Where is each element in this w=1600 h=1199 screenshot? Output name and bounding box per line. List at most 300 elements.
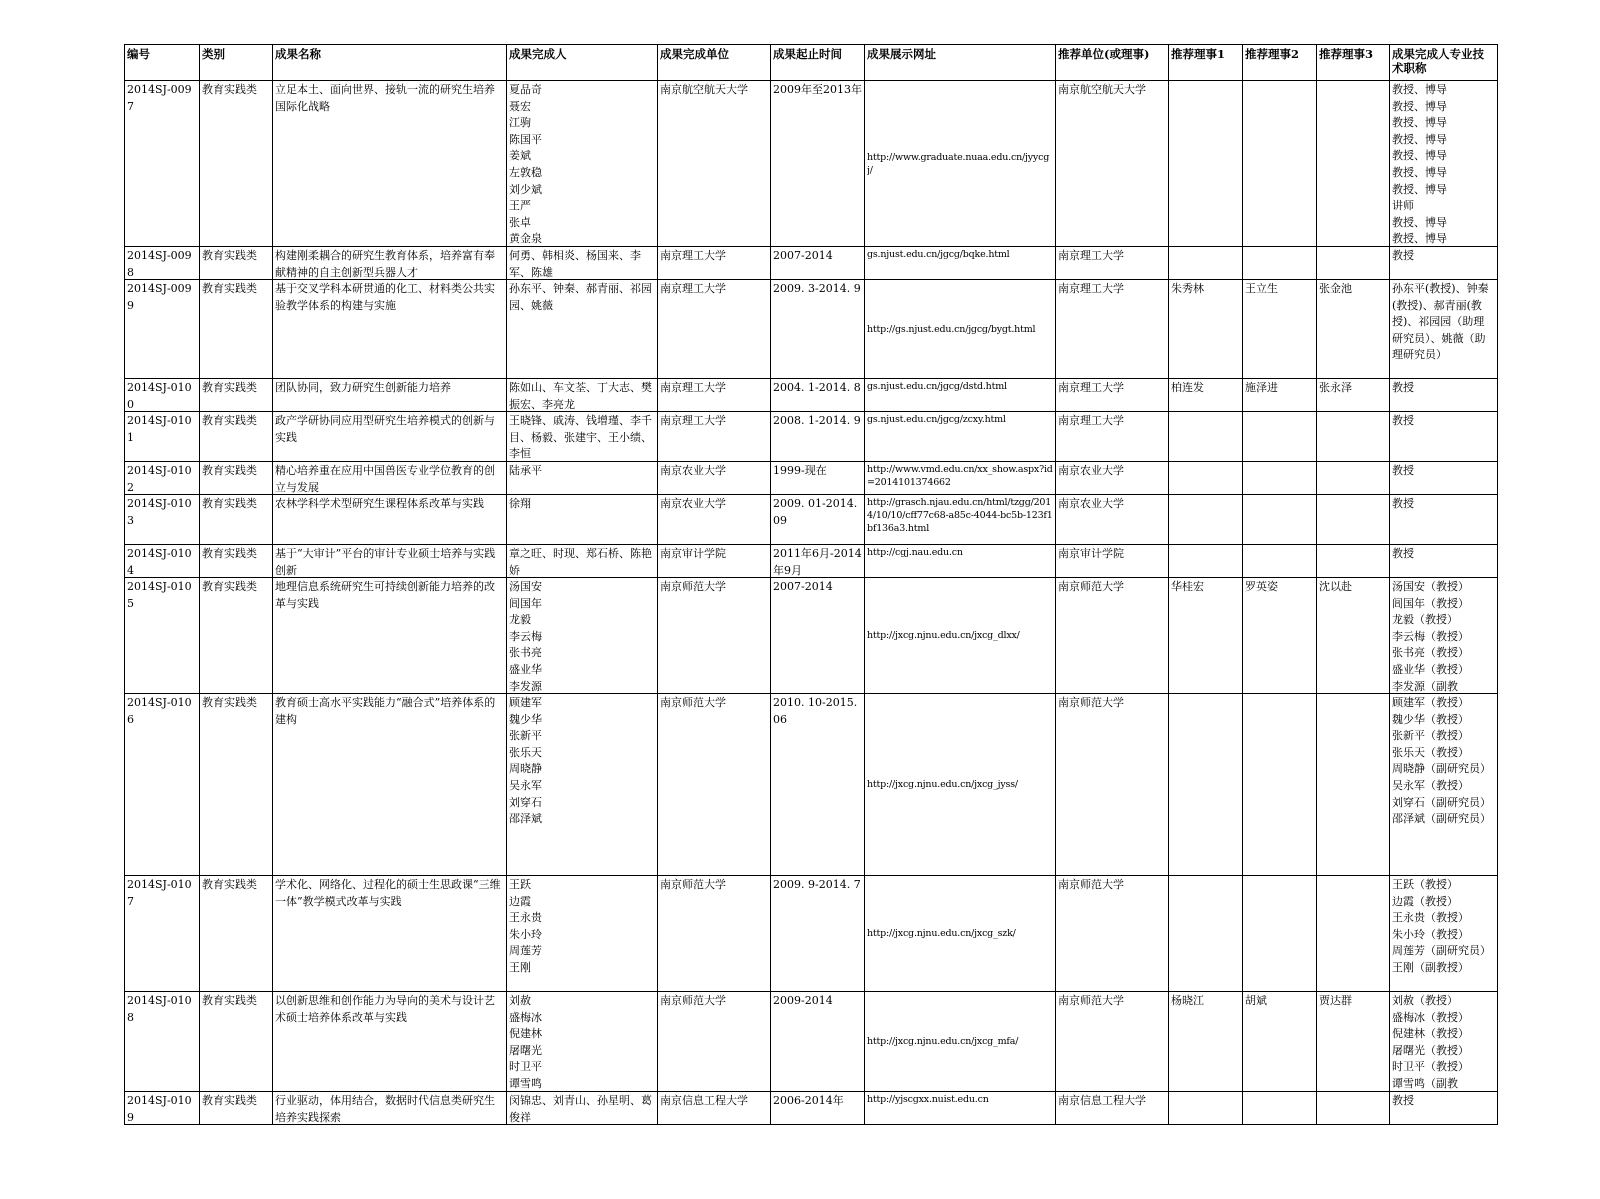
cell-period	[771, 495, 865, 545]
cell-category	[200, 379, 273, 412]
cell-recommender-text: 南京理工大学	[1058, 381, 1124, 394]
cell-director1	[1169, 1092, 1243, 1125]
cell-people-entry: 张书亮	[509, 646, 542, 660]
header-row	[125, 45, 1498, 81]
cell-id	[125, 545, 200, 578]
cell-name	[273, 280, 507, 379]
cell-people-entry: 盛业华	[509, 662, 542, 676]
cell-director1	[1169, 694, 1243, 876]
cell-unit	[658, 81, 771, 247]
cell-category-text: 教育实践类	[202, 994, 257, 1007]
cell-period-text: 2009. 3-2014. 9	[773, 282, 861, 295]
cell-name-text: 行业驱动，体用结合，数据时代信息类研究生培养实践探索	[275, 1094, 495, 1123]
cell-director2	[1243, 876, 1317, 992]
cell-name	[273, 412, 507, 462]
cell-url	[865, 876, 1056, 992]
col-header: 成果名称	[273, 45, 507, 81]
cell-url-text: http://cgj.nau.edu.cn	[867, 547, 963, 558]
cell-people-entry: 时卫平	[509, 1060, 542, 1074]
cell-titles-entry: 教授、博导	[1392, 132, 1447, 146]
cell-director3	[1317, 578, 1390, 694]
cell-people-entry: 陈国平	[509, 132, 542, 146]
cell-id	[125, 462, 200, 495]
cell-unit	[658, 379, 771, 412]
cell-url	[865, 247, 1056, 280]
cell-people-entry: 朱小玲	[509, 927, 542, 941]
cell-recommender-text: 南京师范大学	[1058, 696, 1124, 709]
table-row	[125, 992, 1498, 1092]
cell-url-text: http://yjscgxx.nuist.edu.cn	[867, 1094, 989, 1105]
cell-titles	[1390, 694, 1498, 876]
cell-category-text: 教育实践类	[202, 282, 257, 295]
cell-name-text: 农林学科学术型研究生课程体系改革与实践	[275, 497, 484, 510]
table-row	[125, 876, 1498, 992]
cell-name	[273, 876, 507, 992]
cell-people-entry: 边霞	[509, 894, 531, 908]
cell-url	[865, 462, 1056, 495]
cell-recommender-text: 南京航空航天大学	[1058, 83, 1146, 96]
cell-unit	[658, 876, 771, 992]
cell-url-text: http://www.vmd.edu.cn/xx_show.aspx?id=2014101374662	[867, 464, 1053, 488]
table-row	[125, 495, 1498, 545]
cell-name	[273, 545, 507, 578]
cell-period-text: 2007-2014	[773, 580, 833, 593]
cell-category-text: 教育实践类	[202, 83, 257, 96]
cell-category-text: 教育实践类	[202, 414, 257, 427]
cell-director1-text: 朱秀林	[1171, 282, 1204, 295]
table-row	[125, 1092, 1498, 1125]
cell-period-text: 2004. 1-2014. 8	[773, 381, 861, 394]
cell-category	[200, 495, 273, 545]
cell-titles-entry: 盛业华（教授）	[1392, 662, 1469, 676]
cell-name-text: 地理信息系统研究生可持续创新能力培养的改革与实践	[275, 580, 495, 610]
cell-people-entry: 王永贵	[509, 911, 542, 925]
cell-director3-text: 张永泽	[1319, 381, 1352, 394]
achievement-table	[124, 44, 1498, 1125]
cell-period-text: 2009-2014	[773, 994, 833, 1007]
cell-titles-entry: 龙毅（教授）	[1392, 613, 1458, 627]
cell-recommender	[1056, 1092, 1169, 1125]
cell-director3	[1317, 462, 1390, 495]
cell-titles-entry: 教授、博导	[1392, 232, 1447, 245]
cell-director2	[1243, 1092, 1317, 1125]
cell-unit	[658, 992, 771, 1092]
cell-people	[507, 81, 658, 247]
cell-period	[771, 876, 865, 992]
cell-titles-entry: 讲师	[1392, 199, 1414, 213]
cell-period-text: 2010. 10-2015. 06	[773, 696, 858, 726]
cell-people-entry: 王跃	[509, 878, 531, 891]
cell-people-entry: 张乐天	[509, 745, 542, 759]
cell-people-entry: 聂宏	[509, 99, 531, 113]
cell-name	[273, 81, 507, 247]
cell-name	[273, 694, 507, 876]
cell-titles-entry: 教授、博导	[1392, 116, 1447, 130]
cell-recommender-text: 南京审计学院	[1058, 547, 1124, 560]
cell-url-text: http://jxcg.njnu.edu.cn/jxcg_dlxx/	[867, 630, 1020, 641]
cell-titles-entry: 刘赦（教授）	[1392, 994, 1458, 1007]
cell-url	[865, 412, 1056, 462]
cell-titles-entry: 教授	[1392, 414, 1414, 427]
cell-period	[771, 379, 865, 412]
cell-url	[865, 81, 1056, 247]
cell-titles	[1390, 495, 1498, 545]
cell-people-entry: 王严	[509, 199, 531, 213]
cell-titles-entry: 教授	[1392, 497, 1414, 510]
cell-titles	[1390, 876, 1498, 992]
cell-url-text: gs.njust.edu.cn/jgcg/bqke.html	[867, 249, 1010, 260]
cell-period	[771, 280, 865, 379]
cell-category	[200, 280, 273, 379]
col-header: 编号	[125, 45, 200, 81]
cell-unit	[658, 247, 771, 280]
cell-recommender-text: 南京信息工程大学	[1058, 1094, 1146, 1107]
cell-id	[125, 1092, 200, 1125]
cell-unit	[658, 495, 771, 545]
cell-people	[507, 495, 658, 545]
cell-director3	[1317, 992, 1390, 1092]
cell-people-entry: 周莲芳	[509, 944, 542, 958]
cell-people	[507, 876, 658, 992]
cell-period	[771, 694, 865, 876]
cell-people-entry: 刘穿石	[509, 795, 542, 809]
cell-unit-text: 南京理工大学	[660, 249, 726, 262]
cell-director3	[1317, 545, 1390, 578]
cell-titles	[1390, 280, 1498, 379]
cell-id-text: 2014SJ-0100	[127, 381, 192, 410]
cell-unit	[658, 280, 771, 379]
cell-director2	[1243, 694, 1317, 876]
cell-director2-text: 胡斌	[1245, 994, 1267, 1007]
cell-titles	[1390, 81, 1498, 247]
table-row	[125, 280, 1498, 379]
cell-url-text: http://gs.njust.edu.cn/jgcg/bygt.html	[867, 323, 1036, 335]
cell-titles	[1390, 578, 1498, 694]
cell-titles-entry: 屠曙光（教授）	[1392, 1043, 1469, 1057]
cell-titles-entry: 边霞（教授）	[1392, 894, 1458, 908]
cell-name	[273, 462, 507, 495]
cell-director1	[1169, 578, 1243, 694]
cell-name-text: 基于“大审计”平台的审计专业硕士培养与实践创新	[275, 547, 496, 576]
cell-period-text: 2011年6月-2014年9月	[773, 547, 862, 576]
cell-unit-text: 南京理工大学	[660, 414, 726, 427]
cell-url-text: http://grasch.njau.edu.cn/html/tzgg/2014/10/10/cff77c68-a85c-4044-bc5b-123f1bf136a3.html	[867, 497, 1053, 534]
table-row	[125, 578, 1498, 694]
cell-period-text: 2007-2014	[773, 249, 833, 262]
cell-director1	[1169, 412, 1243, 462]
cell-director3	[1317, 280, 1390, 379]
cell-url-text: http://jxcg.njnu.edu.cn/jxcg_jyss/	[867, 779, 1018, 790]
cell-name-text: 政产学研协同应用型研究生培养模式的创新与实践	[275, 414, 495, 444]
cell-director1	[1169, 876, 1243, 992]
col-header: 成果完成人	[507, 45, 658, 81]
cell-titles	[1390, 412, 1498, 462]
cell-titles-entry: 王永贵（教授）	[1392, 911, 1469, 925]
cell-category-text: 教育实践类	[202, 249, 257, 262]
cell-period-text: 2009. 9-2014. 7	[773, 878, 861, 891]
cell-id-text: 2014SJ-0098	[127, 249, 192, 278]
cell-director1-text: 杨晓江	[1171, 994, 1204, 1007]
cell-unit-text: 南京农业大学	[660, 497, 726, 510]
cell-titles	[1390, 545, 1498, 578]
cell-director1	[1169, 247, 1243, 280]
cell-titles-entry: 张书亮（教授）	[1392, 646, 1469, 660]
cell-id	[125, 412, 200, 462]
cell-name	[273, 992, 507, 1092]
cell-director2	[1243, 280, 1317, 379]
cell-people-entry: 张卓	[509, 215, 531, 229]
cell-id-text: 2014SJ-0106	[127, 696, 192, 726]
cell-name-text: 构建刚柔耦合的研究生教育体系，培养富有奉献精神的自主创新型兵器人才	[275, 249, 495, 278]
cell-name-text: 精心培养重在应用中国兽医专业学位教育的创立与发展	[275, 464, 495, 493]
cell-category-text: 教育实践类	[202, 464, 257, 477]
col-header: 推荐理事2	[1243, 45, 1317, 81]
cell-director2-text: 施泽进	[1245, 381, 1278, 394]
cell-unit-text: 南京信息工程大学	[660, 1094, 748, 1107]
cell-id-text: 2014SJ-0108	[127, 994, 192, 1024]
cell-recommender	[1056, 545, 1169, 578]
cell-id-text: 2014SJ-0099	[127, 282, 192, 312]
cell-category-text: 教育实践类	[202, 696, 257, 709]
cell-director3	[1317, 81, 1390, 247]
cell-people	[507, 462, 658, 495]
cell-titles	[1390, 379, 1498, 412]
cell-titles-entry: 教授	[1392, 249, 1414, 262]
cell-people-entry: 李云梅	[509, 629, 542, 643]
cell-unit-text: 南京师范大学	[660, 580, 726, 593]
cell-people	[507, 247, 658, 280]
cell-id-text: 2014SJ-0097	[127, 83, 192, 113]
cell-name-text: 团队协同，致力研究生创新能力培养	[275, 381, 451, 394]
cell-category	[200, 876, 273, 992]
cell-recommender-text: 南京师范大学	[1058, 580, 1124, 593]
cell-people-entry: 黄金泉	[509, 232, 542, 245]
cell-unit-text: 南京师范大学	[660, 994, 726, 1007]
cell-titles-entry: 吴永军（教授）	[1392, 778, 1469, 792]
cell-id	[125, 876, 200, 992]
cell-unit-text: 南京审计学院	[660, 547, 726, 560]
cell-id-text: 2014SJ-0107	[127, 878, 192, 908]
cell-titles	[1390, 992, 1498, 1092]
cell-people-entry: 章之旺、时现、郑石桥、陈艳娇	[509, 547, 652, 576]
cell-id	[125, 992, 200, 1092]
cell-people-entry: 顾建军	[509, 696, 542, 709]
cell-url	[865, 280, 1056, 379]
cell-people-entry: 李发源	[509, 679, 542, 692]
cell-titles	[1390, 1092, 1498, 1125]
cell-director2-text: 罗英姿	[1245, 580, 1278, 593]
cell-director3	[1317, 379, 1390, 412]
cell-titles-entry: 谭雪鸣（副教	[1392, 1076, 1458, 1090]
cell-url	[865, 545, 1056, 578]
cell-recommender	[1056, 694, 1169, 876]
cell-name-text: 教育硕士高水平实践能力“融合式”培养体系的建构	[275, 696, 496, 726]
cell-titles-entry: 时卫平（教授）	[1392, 1060, 1469, 1074]
cell-director1-text: 柏连发	[1171, 381, 1204, 394]
cell-people-entry: 魏少华	[509, 712, 542, 726]
cell-period	[771, 992, 865, 1092]
cell-people-entry: 刘赦	[509, 994, 531, 1007]
cell-recommender-text: 南京师范大学	[1058, 994, 1124, 1007]
cell-people-entry: 王晓锋、戚涛、钱增瑾、李千目、杨毅、张建宇、王小绩、李恒	[509, 414, 652, 460]
cell-recommender	[1056, 462, 1169, 495]
cell-director2	[1243, 379, 1317, 412]
cell-people-entry: 刘少斌	[509, 182, 542, 196]
col-header: 成果展示网址	[865, 45, 1056, 81]
cell-period-text: 2009年至2013年	[773, 83, 862, 96]
cell-category-text: 教育实践类	[202, 580, 257, 593]
cell-people-entry: 姜斌	[509, 149, 531, 163]
cell-director1	[1169, 81, 1243, 247]
cell-people	[507, 1092, 658, 1125]
cell-titles	[1390, 462, 1498, 495]
cell-director1	[1169, 379, 1243, 412]
cell-category-text: 教育实践类	[202, 381, 257, 394]
cell-director1	[1169, 545, 1243, 578]
cell-titles-entry: 教授、博导	[1392, 215, 1447, 229]
cell-people-entry: 张新平	[509, 729, 542, 743]
cell-titles-entry: 汤国安（教授）	[1392, 580, 1469, 593]
cell-director2	[1243, 545, 1317, 578]
cell-id	[125, 280, 200, 379]
cell-director2	[1243, 578, 1317, 694]
cell-id	[125, 578, 200, 694]
cell-titles-entry: 教授	[1392, 547, 1414, 560]
col-header: 成果完成单位	[658, 45, 771, 81]
cell-titles-entry: 朱小玲（教授）	[1392, 927, 1469, 941]
cell-id	[125, 379, 200, 412]
cell-recommender-text: 南京理工大学	[1058, 249, 1124, 262]
cell-titles-entry: 孙东平(教授)、钟秦(教授)、郝青丽(教授)、祁园园（助理研究员）、姚薇（助理研究员）	[1392, 282, 1489, 362]
cell-director3	[1317, 876, 1390, 992]
cell-recommender	[1056, 412, 1169, 462]
cell-recommender-text: 南京师范大学	[1058, 878, 1124, 891]
cell-category-text: 教育实践类	[202, 878, 257, 891]
cell-period-text: 2008. 1-2014. 9	[773, 414, 861, 427]
cell-people	[507, 379, 658, 412]
cell-period	[771, 412, 865, 462]
table-row	[125, 462, 1498, 495]
cell-titles-entry: 张乐天（教授）	[1392, 745, 1469, 759]
cell-name	[273, 247, 507, 280]
cell-people	[507, 578, 658, 694]
cell-titles	[1390, 247, 1498, 280]
cell-titles-entry: 教授	[1392, 381, 1414, 394]
cell-titles-entry: 邵泽斌（副研究员）	[1392, 812, 1491, 826]
cell-director2	[1243, 81, 1317, 247]
cell-url-text: http://jxcg.njnu.edu.cn/jxcg_mfa/	[867, 1036, 1019, 1047]
cell-recommender	[1056, 81, 1169, 247]
cell-titles-entry: 魏少华（教授）	[1392, 712, 1469, 726]
cell-people-entry: 闾国年	[509, 596, 542, 610]
cell-director3	[1317, 694, 1390, 876]
cell-people-entry: 陈如山、车文荃、丁大志、樊振宏、李亮龙	[509, 381, 652, 410]
cell-period-text: 2009. 01-2014. 09	[773, 497, 858, 527]
cell-titles-entry: 教授、博导	[1392, 99, 1447, 113]
cell-name-text: 学术化、网络化、过程化的硕士生思政课“三维一体”教学模式改革与实践	[275, 878, 501, 908]
cell-director2-text: 王立生	[1245, 282, 1278, 295]
cell-recommender-text: 南京农业大学	[1058, 464, 1124, 477]
cell-unit-text: 南京航空航天大学	[660, 83, 748, 96]
cell-name-text: 基于交叉学科本研贯通的化工、材料类公共实验教学体系的构建与实施	[275, 282, 495, 312]
cell-category	[200, 412, 273, 462]
cell-recommender	[1056, 876, 1169, 992]
cell-unit	[658, 578, 771, 694]
cell-url	[865, 379, 1056, 412]
cell-period-text: 2006-2014年	[773, 1094, 844, 1107]
cell-category	[200, 578, 273, 694]
cell-director3-text: 沈以赴	[1319, 580, 1352, 593]
cell-url	[865, 495, 1056, 545]
cell-titles-entry: 盛梅冰（教授）	[1392, 1010, 1469, 1024]
cell-name	[273, 1092, 507, 1125]
cell-director3	[1317, 412, 1390, 462]
cell-period	[771, 81, 865, 247]
cell-id-text: 2014SJ-0102	[127, 464, 192, 493]
cell-recommender	[1056, 578, 1169, 694]
cell-people	[507, 992, 658, 1092]
cell-unit	[658, 412, 771, 462]
cell-people-entry: 倪建林	[509, 1027, 542, 1041]
table-row	[125, 694, 1498, 876]
cell-titles-entry: 倪建林（教授）	[1392, 1027, 1469, 1041]
cell-unit-text: 南京理工大学	[660, 282, 726, 295]
cell-people-entry: 何勇、韩相炎、杨国来、李军、陈雄	[509, 249, 641, 278]
cell-category	[200, 694, 273, 876]
cell-titles-entry: 刘穿石（副研究员）	[1392, 795, 1491, 809]
cell-id-text: 2014SJ-0109	[127, 1094, 192, 1123]
cell-people-entry: 闵锦忠、刘青山、孙星明、葛俊祥	[509, 1094, 652, 1123]
col-header: 推荐理事1	[1169, 45, 1243, 81]
cell-titles-entry: 教授、博导	[1392, 149, 1447, 163]
cell-category-text: 教育实践类	[202, 547, 257, 560]
cell-id	[125, 694, 200, 876]
cell-category	[200, 81, 273, 247]
cell-period	[771, 545, 865, 578]
cell-name	[273, 379, 507, 412]
cell-director2	[1243, 495, 1317, 545]
cell-director2	[1243, 462, 1317, 495]
cell-recommender	[1056, 495, 1169, 545]
cell-people-entry: 徐翔	[509, 497, 531, 510]
cell-period	[771, 247, 865, 280]
table-row	[125, 247, 1498, 280]
cell-titles-entry: 教授、博导	[1392, 83, 1447, 96]
cell-people	[507, 545, 658, 578]
cell-people-entry: 陆承平	[509, 464, 542, 477]
cell-category	[200, 247, 273, 280]
cell-recommender	[1056, 247, 1169, 280]
table-row	[125, 81, 1498, 247]
cell-id	[125, 495, 200, 545]
cell-url-text: http://www.graduate.nuaa.edu.cn/jyycgj/	[867, 151, 1050, 176]
cell-period-text: 1999-现在	[773, 464, 827, 477]
cell-people-entry: 周晓静	[509, 762, 542, 776]
cell-recommender	[1056, 992, 1169, 1092]
cell-category	[200, 545, 273, 578]
cell-id	[125, 81, 200, 247]
spreadsheet	[124, 44, 1497, 1125]
cell-category	[200, 992, 273, 1092]
cell-titles-entry: 周晓静（副研究员）	[1392, 762, 1491, 776]
cell-director3-text: 贾达群	[1319, 994, 1352, 1007]
cell-period	[771, 578, 865, 694]
cell-unit-text: 南京师范大学	[660, 696, 726, 709]
cell-name-text: 以创新思维和创作能力为导向的美术与设计艺术硕士培养体系改革与实践	[275, 994, 495, 1024]
cell-director3	[1317, 495, 1390, 545]
table-row	[125, 379, 1498, 412]
cell-name-text: 立足本土、面向世界、接轨一流的研究生培养国际化战略	[275, 83, 495, 113]
